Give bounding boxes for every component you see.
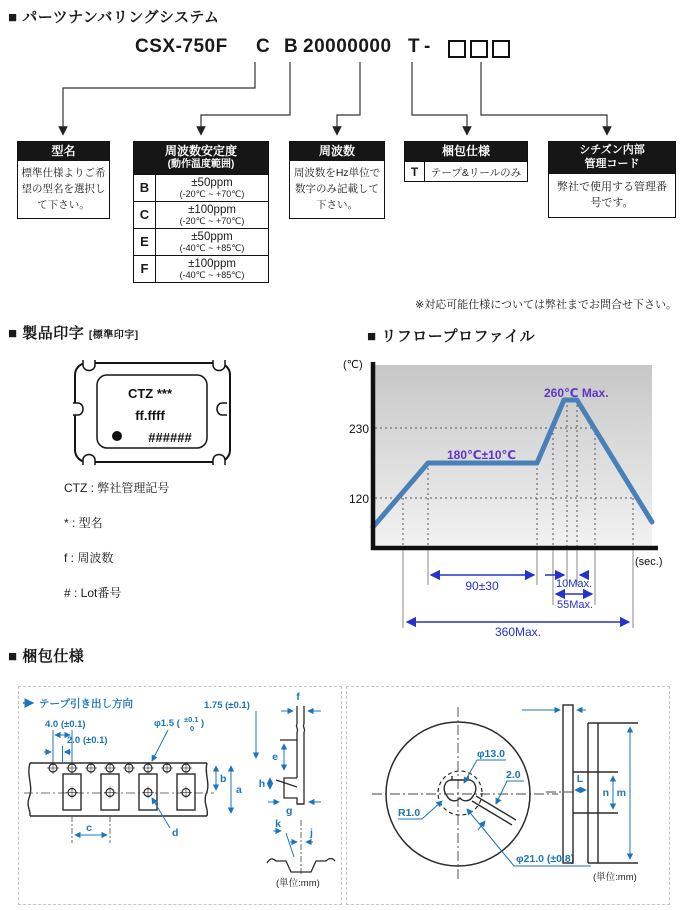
dim-L-label: L [576, 773, 584, 785]
dim-hub-dia-label: φ13.0 [477, 748, 505, 760]
y-tick-230: 230 [348, 422, 369, 436]
tape-dimension-drawing [18, 686, 342, 905]
total-time-dimension: 360Max. [494, 625, 542, 639]
stability-code: E [134, 229, 156, 255]
box-model-name [17, 141, 110, 219]
reel-unit-label: (単位:mm) [593, 872, 637, 883]
marking-legend-frequency: f : 周波数 [64, 551, 114, 565]
dim-b-label: b [220, 773, 227, 785]
box-frequency-header: 周波数 [290, 142, 384, 161]
stability-row-B [134, 174, 268, 201]
hole-dia-leader [152, 730, 168, 761]
soak-temp-annotation: 180℃±10℃ [447, 448, 517, 462]
dim-j-label: j [310, 827, 313, 839]
part-code-packing: T [408, 36, 421, 57]
dim-d-label: d [172, 827, 179, 839]
box-frequency-stability [133, 141, 269, 283]
stability-ppm: ±100ppm [188, 257, 236, 270]
dim-a-label: a [236, 784, 242, 796]
box-internal-header-line2: 管理コード [584, 157, 640, 170]
section-title-marking [8, 322, 139, 343]
reel-dimension-drawing [346, 686, 670, 905]
sprocket-hole-crosses [47, 762, 192, 774]
dim-r-label: R1.0 [398, 807, 421, 819]
dim-2mm: 2.0 (±0.1) [67, 735, 108, 746]
dim-center-dia-label: φ21.0 (±0.8) [516, 853, 575, 865]
section-title-part-numbering: ■ パーツナンバリングシステム [8, 9, 220, 26]
part-code-model: CSX-750F [135, 36, 228, 57]
reel-side-view [563, 705, 638, 863]
x-axis-unit: (sec.) [635, 556, 663, 568]
tape-pockets [63, 774, 195, 810]
package-marking-drawing [60, 355, 240, 470]
pin1-dot [112, 431, 122, 441]
box-internal-code [548, 141, 676, 218]
box-model-header: 型名 [18, 142, 109, 161]
peak-time-dimension: 10Max. [555, 578, 593, 590]
stability-row-F [134, 255, 268, 282]
y-tick-120: 120 [348, 492, 369, 506]
peak-temp-annotation: 260℃ Max. [544, 386, 609, 400]
dim-slot-leader [496, 781, 524, 804]
stability-code: F [134, 256, 156, 282]
stability-row-C [134, 201, 268, 228]
y-axis-unit: (℃) [343, 359, 363, 371]
stability-row-E [134, 228, 268, 255]
packing-row-T [405, 161, 527, 181]
dim-hole-dia-prefix: φ1.5 ( [154, 718, 180, 729]
marking-line1: CTZ *** [127, 386, 173, 401]
marking-legend-ctz: CTZ : 弊社管理記号 [64, 481, 170, 495]
box-internal-header-line1: シチズン内部 [579, 144, 645, 156]
part-code-stability: C [256, 36, 271, 57]
box-frequency-body: 周波数をHz単位で数字のみ記載して下さい。 [293, 167, 381, 211]
packing-label: テープ&リールのみ [430, 166, 522, 179]
tape-unit-label: (単位:mm) [276, 878, 320, 889]
packing-code: T [405, 162, 425, 181]
stability-code: C [134, 202, 156, 228]
box-internal-body: 弊社で使用する管理番号です。 [557, 180, 667, 209]
section-title-packing: ■ 梱包仕様 [8, 648, 85, 665]
box-stability-header-line1: 周波数安定度 [164, 144, 237, 158]
dim-n-label: n [602, 787, 609, 799]
part-code-dash: - [424, 36, 431, 57]
tape-direction-label: テープ引き出し方向 [39, 698, 133, 710]
dim-k-label: k [275, 818, 281, 830]
box-frequency [289, 141, 385, 219]
part-code-placeholder-box [470, 40, 488, 58]
tape-cross-section [276, 706, 305, 804]
dim-c-label: c [86, 822, 92, 834]
box-packing-header: 梱包仕様 [405, 142, 527, 161]
dim-kj-arrows [273, 831, 313, 857]
stability-range: (-40℃ ~ +85℃) [179, 270, 245, 281]
pocket-center-holes [66, 787, 192, 799]
dimension-guide-lines [403, 550, 633, 628]
dim-slot-label: 2.0 [506, 769, 521, 781]
dim-hole-tol-bottom: 0 [190, 724, 195, 733]
dim-d-leader [152, 798, 170, 828]
marking-title-sub: [標準印字] [88, 330, 139, 341]
marking-legend-model: * : 型名 [64, 516, 103, 530]
reflow-profile-chart [340, 350, 681, 650]
marking-title-main: ■ 製品印字 [8, 325, 85, 342]
box-internal-header [549, 142, 675, 174]
stability-range: (-20℃ ~ +70℃) [179, 216, 245, 227]
dim-f-label: f [296, 691, 300, 703]
stability-ppm: ±50ppm [191, 176, 233, 189]
dim-edge-175: 1.75 (±0.1) [204, 700, 250, 711]
dim-h-label: h [258, 778, 266, 790]
contact-note: ※対応可能仕様については弊社までお問合せ下さい。 [415, 299, 677, 311]
part-code-connector-lines [0, 58, 681, 148]
dim-4mm-pitch: 4.0 (±0.1) [45, 719, 86, 730]
part-code-output: B [284, 36, 299, 57]
dim-e-label: e [272, 751, 278, 763]
tape-pitch-dimension-lines [44, 730, 72, 762]
box-stability-header-line2: (動作温度範囲) [167, 159, 235, 170]
section-title-reflow: ■ リフロープロファイル [367, 328, 536, 345]
dim-g-label: g [286, 805, 293, 817]
marking-line3: ###### [148, 430, 192, 445]
dim-hole-dia-suffix: ) [201, 718, 205, 729]
box-model-body: 標準仕様よりご希望の型名を選択して下さい。 [21, 167, 106, 211]
stability-code: B [134, 175, 156, 201]
box-packing [404, 141, 528, 182]
stability-ppm: ±100ppm [188, 203, 236, 216]
stability-ppm: ±50ppm [191, 230, 233, 243]
marking-legend-lot: # : Lot番号 [64, 586, 122, 600]
stability-range: (-20℃ ~ +70℃) [179, 189, 245, 200]
soak-time-dimension: 90±30 [465, 579, 499, 593]
marking-line2: ff.ffff [135, 408, 165, 423]
above-230-time-dimension: 55Max. [556, 599, 594, 611]
time-dimension-arrows [407, 575, 629, 622]
box-stability-header [134, 142, 268, 174]
part-code-placeholder-box [448, 40, 466, 58]
dim-slot-arrow2 [478, 821, 485, 830]
dim-m-label: m [616, 787, 626, 799]
part-code-frequency: 20000000 [303, 36, 392, 57]
dim-hole-tol-top: ±0.1 [184, 715, 199, 724]
stability-range: (-40℃ ~ +85℃) [179, 243, 245, 254]
part-code-placeholder-box [492, 40, 510, 58]
